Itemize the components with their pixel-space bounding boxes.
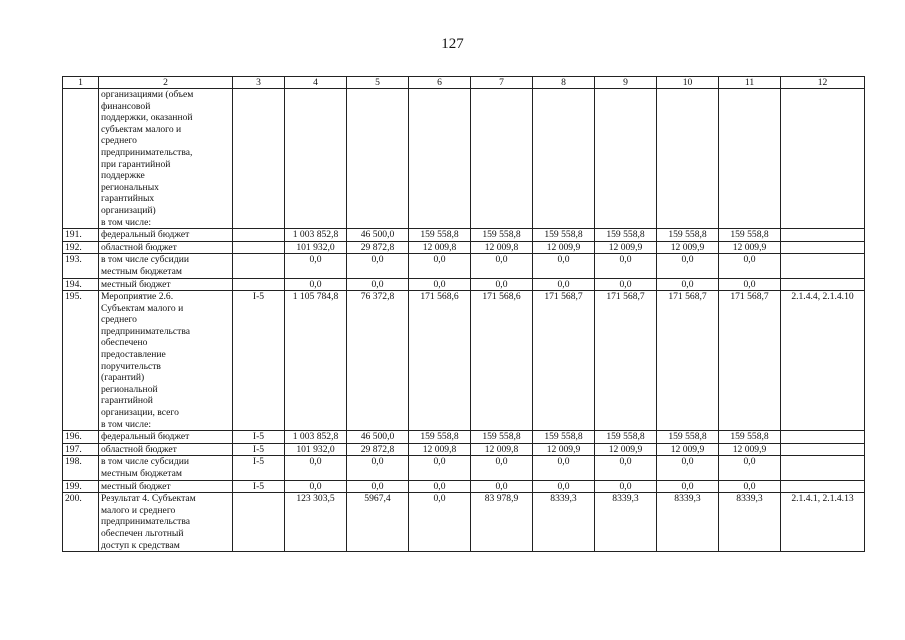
value-cell: 0,0 (347, 278, 409, 291)
value-cell: 12 009,9 (657, 241, 719, 254)
value-cell (409, 89, 471, 229)
column-header: 12 (781, 77, 865, 89)
value-cell (595, 89, 657, 229)
table-row (63, 89, 865, 229)
table-row (63, 493, 865, 552)
value-cell: 123 303,5 (285, 493, 347, 552)
row-number: 199. (63, 480, 99, 493)
value-cell: 171 568,6 (471, 291, 533, 431)
row-number: 195. (63, 291, 99, 431)
row-name (99, 456, 233, 480)
row-name-line: Мероприятие 2.6. (101, 291, 174, 303)
row-reference (781, 254, 865, 278)
value-cell: 0,0 (409, 254, 471, 278)
value-cell: 8339,3 (533, 493, 595, 552)
value-cell: 12 009,8 (471, 241, 533, 254)
value-cell: 0,0 (719, 456, 781, 480)
row-name-line: обеспечено (101, 337, 148, 349)
value-cell: 0,0 (409, 480, 471, 493)
value-cell: 12 009,9 (719, 241, 781, 254)
table-body (63, 89, 865, 552)
column-header: 11 (719, 77, 781, 89)
row-name-line: среднего (101, 135, 137, 147)
value-cell: 1 003 852,8 (285, 431, 347, 444)
row-name-line: доступ к средствам (101, 539, 180, 551)
column-header: 4 (285, 77, 347, 89)
row-name-line: поручительств (101, 360, 161, 372)
value-cell: 8339,3 (657, 493, 719, 552)
row-code: I-5 (233, 480, 285, 493)
value-cell: 0,0 (347, 254, 409, 278)
row-name-line: местный бюджет (101, 480, 171, 492)
value-cell: 159 558,8 (533, 431, 595, 444)
value-cell: 0,0 (533, 254, 595, 278)
value-cell: 0,0 (409, 493, 471, 552)
row-number: 193. (63, 254, 99, 278)
row-name-line: областной бюджет (101, 443, 177, 455)
value-cell: 0,0 (471, 456, 533, 480)
row-name (99, 480, 233, 493)
value-cell: 12 009,8 (409, 443, 471, 456)
value-cell: 8339,3 (719, 493, 781, 552)
value-cell: 0,0 (595, 456, 657, 480)
row-number: 192. (63, 241, 99, 254)
row-name-line: гарантийной (101, 395, 153, 407)
row-name-line: организации, всего (101, 407, 179, 419)
row-name-line: предоставление (101, 349, 166, 361)
value-cell: 159 558,8 (471, 431, 533, 444)
value-cell: 171 568,7 (533, 291, 595, 431)
value-cell: 8339,3 (595, 493, 657, 552)
value-cell: 0,0 (719, 254, 781, 278)
row-reference (781, 241, 865, 254)
row-name-line: предпринимательства (101, 516, 191, 528)
value-cell: 0,0 (657, 278, 719, 291)
value-cell: 0,0 (471, 278, 533, 291)
value-cell: 46 500,0 (347, 229, 409, 242)
row-reference (781, 443, 865, 456)
value-cell: 0,0 (409, 456, 471, 480)
value-cell: 159 558,8 (409, 431, 471, 444)
column-header: 2 (99, 77, 233, 89)
row-code (233, 229, 285, 242)
value-cell: 12 009,8 (471, 443, 533, 456)
row-name-line: региональных (101, 181, 159, 193)
value-cell: 0,0 (471, 254, 533, 278)
row-name (99, 493, 233, 552)
row-name-line: финансовой (101, 100, 151, 112)
row-name-line: Результат 4. Субъектам (101, 493, 196, 505)
value-cell (347, 89, 409, 229)
row-reference (781, 480, 865, 493)
value-cell: 171 568,6 (409, 291, 471, 431)
value-cell: 0,0 (533, 456, 595, 480)
row-name-line: федеральный бюджет (101, 229, 190, 241)
value-cell (657, 89, 719, 229)
value-cell: 159 558,8 (719, 431, 781, 444)
column-header: 5 (347, 77, 409, 89)
value-cell: 12 009,9 (719, 443, 781, 456)
value-cell: 0,0 (595, 278, 657, 291)
row-name-line: организаций) (101, 204, 156, 216)
value-cell (285, 89, 347, 229)
value-cell: 5967,4 (347, 493, 409, 552)
row-name-line: организациями (объем (101, 89, 194, 100)
value-cell: 159 558,8 (657, 431, 719, 444)
row-reference (781, 229, 865, 242)
value-cell: 159 558,8 (409, 229, 471, 242)
value-cell: 0,0 (409, 278, 471, 291)
value-cell: 0,0 (285, 278, 347, 291)
row-number (63, 89, 99, 229)
value-cell: 0,0 (533, 278, 595, 291)
row-name (99, 443, 233, 456)
value-cell: 76 372,8 (347, 291, 409, 431)
value-cell: 0,0 (657, 480, 719, 493)
column-header: 1 (63, 77, 99, 89)
value-cell (533, 89, 595, 229)
row-name-line: в том числе: (101, 418, 152, 430)
row-name-line: предпринимательства, (101, 146, 193, 158)
value-cell: 0,0 (285, 456, 347, 480)
value-cell: 171 568,7 (657, 291, 719, 431)
table-row (63, 241, 865, 254)
row-name-line: местный бюджет (101, 278, 171, 290)
header-row (63, 77, 865, 89)
row-name-line: среднего (101, 314, 137, 326)
table-row (63, 229, 865, 242)
value-cell: 159 558,8 (719, 229, 781, 242)
row-name (99, 89, 233, 229)
row-name-line: при гарантийной (101, 158, 171, 170)
table-row (63, 456, 865, 480)
row-reference (781, 456, 865, 480)
row-number: 196. (63, 431, 99, 444)
value-cell: 0,0 (657, 254, 719, 278)
row-name (99, 291, 233, 431)
value-cell: 12 009,9 (595, 443, 657, 456)
row-name (99, 431, 233, 444)
row-code (233, 278, 285, 291)
value-cell: 1 003 852,8 (285, 229, 347, 242)
column-header: 7 (471, 77, 533, 89)
row-reference (781, 89, 865, 229)
value-cell: 46 500,0 (347, 431, 409, 444)
value-cell: 29 872,8 (347, 443, 409, 456)
row-name-line: субъектам малого и (101, 123, 182, 135)
value-cell: 0,0 (595, 480, 657, 493)
value-cell: 101 932,0 (285, 443, 347, 456)
row-name (99, 241, 233, 254)
row-name-line: региональной (101, 383, 158, 395)
row-reference: 2.1.4.4, 2.1.4.10 (781, 291, 865, 431)
row-name-line: областной бюджет (101, 241, 177, 253)
value-cell: 0,0 (533, 480, 595, 493)
value-cell: 0,0 (347, 456, 409, 480)
column-header: 10 (657, 77, 719, 89)
row-code: I-5 (233, 456, 285, 480)
column-header: 8 (533, 77, 595, 89)
value-cell: 0,0 (285, 480, 347, 493)
row-name-line: гарантийных (101, 193, 155, 205)
row-name (99, 254, 233, 278)
row-number: 198. (63, 456, 99, 480)
value-cell: 159 558,8 (595, 229, 657, 242)
row-name-line: предпринимательства (101, 325, 191, 337)
value-cell: 0,0 (285, 254, 347, 278)
row-code: I-5 (233, 443, 285, 456)
value-cell: 159 558,8 (657, 229, 719, 242)
value-cell: 29 872,8 (347, 241, 409, 254)
table-row (63, 278, 865, 291)
row-code: I-5 (233, 291, 285, 431)
row-name-line: в том числе субсидии (101, 456, 189, 468)
value-cell: 159 558,8 (595, 431, 657, 444)
value-cell: 12 009,9 (657, 443, 719, 456)
row-name-line: малого и среднего (101, 504, 176, 516)
row-name-line: федеральный бюджет (101, 431, 190, 443)
row-number: 194. (63, 278, 99, 291)
column-header: 3 (233, 77, 285, 89)
value-cell: 159 558,8 (533, 229, 595, 242)
row-name-line: (гарантий) (101, 372, 145, 384)
row-name-line: в том числе: (101, 216, 152, 228)
row-name-line: Субъектам малого и (101, 302, 184, 314)
value-cell: 12 009,8 (409, 241, 471, 254)
value-cell: 83 978,9 (471, 493, 533, 552)
value-cell (719, 89, 781, 229)
value-cell: 171 568,7 (719, 291, 781, 431)
value-cell: 101 932,0 (285, 241, 347, 254)
row-code: I-5 (233, 431, 285, 444)
row-name (99, 229, 233, 242)
row-name-line: местным бюджетам (101, 468, 182, 479)
page-number: 127 (441, 36, 464, 52)
row-code (233, 89, 285, 229)
value-cell: 0,0 (471, 480, 533, 493)
table-row (63, 254, 865, 278)
row-name-line: в том числе субсидии (101, 254, 189, 266)
row-name-line: поддержке (101, 170, 145, 182)
row-code (233, 254, 285, 278)
value-cell: 12 009,9 (533, 443, 595, 456)
value-cell (471, 89, 533, 229)
table-row (63, 443, 865, 456)
row-reference: 2.1.4.1, 2.1.4.13 (781, 493, 865, 552)
row-code (233, 241, 285, 254)
value-cell: 12 009,9 (533, 241, 595, 254)
table-row (63, 291, 865, 431)
value-cell: 12 009,9 (595, 241, 657, 254)
row-code (233, 493, 285, 552)
table-row (63, 480, 865, 493)
row-name-line: местным бюджетам (101, 265, 182, 277)
table-row (63, 431, 865, 444)
row-reference (781, 278, 865, 291)
row-name-line: поддержки, оказанной (101, 112, 193, 124)
value-cell: 0,0 (347, 480, 409, 493)
value-cell: 0,0 (595, 254, 657, 278)
row-name-line: обеспечен льготный (101, 527, 184, 539)
column-header: 9 (595, 77, 657, 89)
value-cell: 1 105 784,8 (285, 291, 347, 431)
column-header: 6 (409, 77, 471, 89)
row-number: 200. (63, 493, 99, 552)
row-reference (781, 431, 865, 444)
row-name (99, 278, 233, 291)
value-cell: 159 558,8 (471, 229, 533, 242)
value-cell: 0,0 (719, 278, 781, 291)
row-number: 191. (63, 229, 99, 242)
value-cell: 171 568,7 (595, 291, 657, 431)
row-number: 197. (63, 443, 99, 456)
budget-table (62, 76, 865, 552)
value-cell: 0,0 (657, 456, 719, 480)
value-cell: 0,0 (719, 480, 781, 493)
